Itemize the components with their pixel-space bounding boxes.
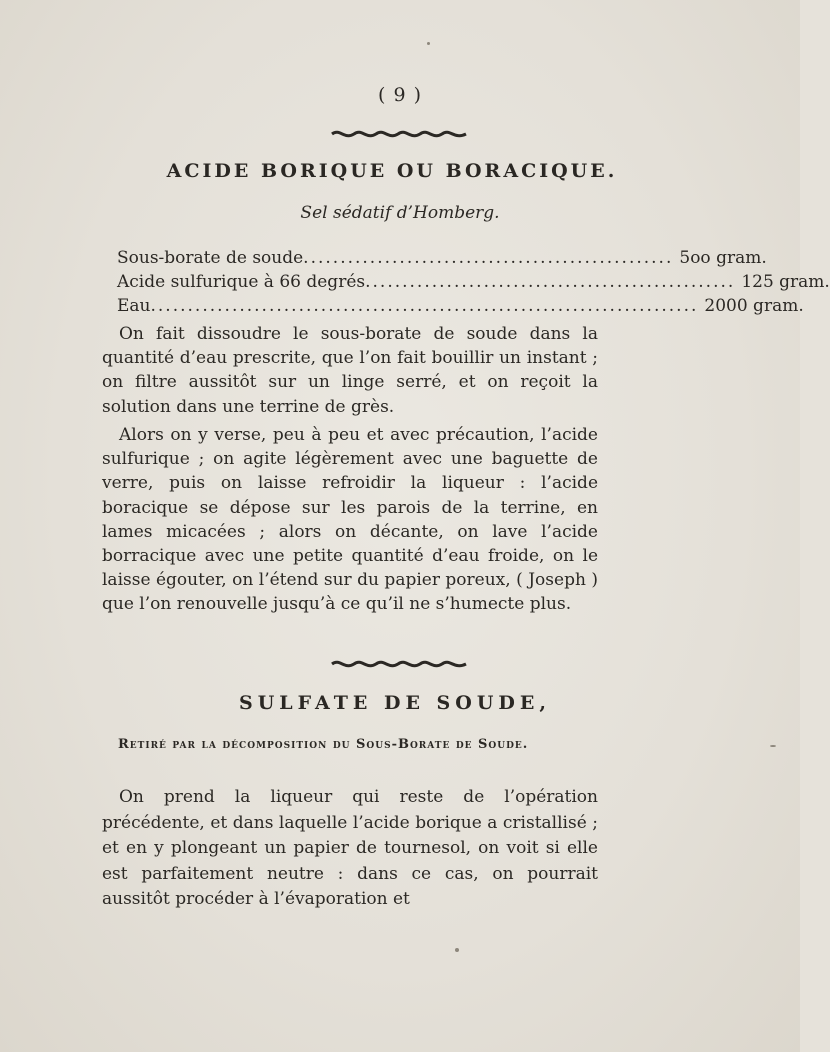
recipe-quantity: 2000 gram. bbox=[704, 296, 804, 316]
section-subtitle: Sel sédatif d’Homberg. bbox=[300, 203, 500, 223]
recipe-row bbox=[117, 246, 767, 270]
section-title-acide-borique: ACIDE BORIQUE OU BORACIQUE. bbox=[166, 160, 618, 182]
leader-dots: .......................................................................... bbox=[150, 296, 699, 316]
recipe-list bbox=[117, 246, 830, 318]
recipe-ingredient: Sous-borate de soude bbox=[117, 248, 304, 268]
recipe-row bbox=[117, 294, 804, 318]
page-number: ( 9 ) bbox=[378, 84, 422, 106]
section-title-sulfate-de-soude: SULFATE DE SOUDE, bbox=[239, 692, 551, 714]
ornament-rule-top bbox=[0, 125, 800, 137]
recipe-ingredient: Eau bbox=[117, 296, 151, 316]
recipe-row bbox=[117, 270, 830, 294]
paper-speck bbox=[427, 42, 430, 45]
paragraph: Alors on y verse, peu à peu et avec précaution, l’acide sulfurique ; on agite légèrement avec une baguette de verre, puis on laisse refroidir la liqueur : l’acide boracique se dépose sur les parois de la terrine, en lames micacées ; alors on décante, on lave l’acide borracique avec une petite quantité d’eau froide, on le laisse égouter, on l’étend sur du papier poreux, ( Joseph ) que l’on renouvelle jusqu’à ce qu’il ne s’humecte plus. bbox=[102, 425, 598, 615]
leader-dots: .................................................. bbox=[365, 272, 736, 292]
paragraph: On fait dissoudre le sous-borate de soude dans la quantité d’eau prescrite, que l’on fait bouillir un instant ; on filtre aussitôt sur un linge serré, et on reçoit la solution dans une terrine de grès. bbox=[102, 324, 598, 417]
recipe-quantity: 5oo gram. bbox=[679, 248, 767, 268]
recipe-ingredient: Acide sulfurique à 66 degrés bbox=[117, 272, 366, 292]
ornament-rule-middle bbox=[0, 655, 800, 667]
paper-speck bbox=[455, 948, 459, 952]
recipe-quantity: 125 gram. bbox=[741, 272, 830, 292]
section-heading: Retiré par la décomposition du Sous-Borate de Soude. bbox=[118, 737, 529, 752]
paragraph: On prend la liqueur qui reste de l’opération précédente, et dans laquelle l’acide borique a cristallisé ; et en y plongeant un papier de tournesol, on voit si elle est parfaitement neutre : dans ce cas, on pourrait aussitôt procéder à l’évaporation et bbox=[102, 787, 598, 909]
paper-speck bbox=[770, 745, 776, 747]
leader-dots: .................................................. bbox=[303, 248, 674, 268]
